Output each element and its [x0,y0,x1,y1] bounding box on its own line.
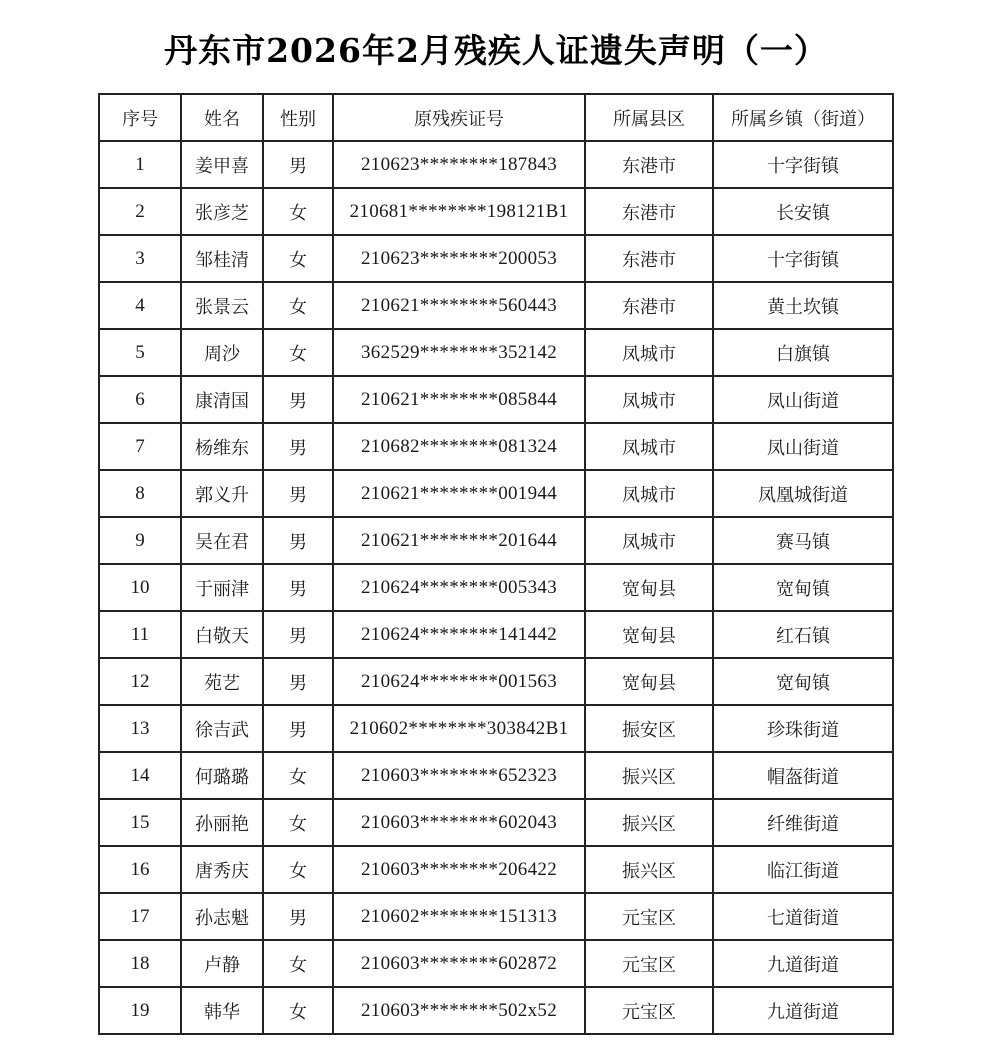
cell-seq: 11 [99,611,181,658]
cell-name: 康清国 [181,376,263,423]
cell-gender: 男 [263,893,333,940]
cell-seq: 5 [99,329,181,376]
cell-county: 凤城市 [585,470,713,517]
cell-gender: 男 [263,423,333,470]
cell-seq: 6 [99,376,181,423]
cell-name: 苑艺 [181,658,263,705]
cell-town: 宽甸镇 [713,658,893,705]
table-row [99,141,893,188]
table-body [99,141,893,1034]
cell-county: 凤城市 [585,376,713,423]
header-certificate-number: 原残疾证号 [333,94,585,141]
cell-county: 元宝区 [585,893,713,940]
cell-certificate-number: 210621********201644 [333,517,585,564]
cell-name: 白敬天 [181,611,263,658]
cell-certificate-number: 210603********602872 [333,940,585,987]
cell-town: 白旗镇 [713,329,893,376]
cell-name: 于丽津 [181,564,263,611]
cell-seq: 3 [99,235,181,282]
cell-certificate-number: 210621********001944 [333,470,585,517]
cell-county: 凤城市 [585,423,713,470]
cell-certificate-number: 210623********187843 [333,141,585,188]
cell-seq: 2 [99,188,181,235]
cell-certificate-number: 362529********352142 [333,329,585,376]
cell-town: 红石镇 [713,611,893,658]
cell-name: 邹桂清 [181,235,263,282]
cell-seq: 1 [99,141,181,188]
cell-town: 七道街道 [713,893,893,940]
table-row [99,705,893,752]
cell-seq: 7 [99,423,181,470]
cell-county: 振兴区 [585,752,713,799]
cell-county: 东港市 [585,235,713,282]
lost-certificate-table [98,93,894,1035]
cell-town: 帽盔街道 [713,752,893,799]
table-row [99,893,893,940]
cell-gender: 男 [263,705,333,752]
cell-county: 东港市 [585,141,713,188]
cell-seq: 18 [99,940,181,987]
cell-certificate-number: 210602********303842B1 [333,705,585,752]
cell-seq: 12 [99,658,181,705]
cell-gender: 男 [263,658,333,705]
cell-town: 凤山街道 [713,376,893,423]
table-row [99,611,893,658]
cell-gender: 女 [263,940,333,987]
cell-certificate-number: 210603********206422 [333,846,585,893]
cell-town: 纤维街道 [713,799,893,846]
cell-town: 凤凰城街道 [713,470,893,517]
cell-gender: 男 [263,564,333,611]
header-gender: 性别 [263,94,333,141]
table-row [99,517,893,564]
table-row [99,376,893,423]
table-row [99,329,893,376]
table-header-row [99,94,893,141]
cell-name: 郭义升 [181,470,263,517]
cell-town: 长安镇 [713,188,893,235]
cell-county: 宽甸县 [585,611,713,658]
cell-certificate-number: 210621********085844 [333,376,585,423]
cell-seq: 4 [99,282,181,329]
cell-county: 振兴区 [585,846,713,893]
cell-town: 珍珠街道 [713,705,893,752]
cell-name: 张景云 [181,282,263,329]
cell-county: 凤城市 [585,517,713,564]
cell-gender: 女 [263,188,333,235]
cell-seq: 13 [99,705,181,752]
cell-town: 九道街道 [713,940,893,987]
cell-name: 孙志魁 [181,893,263,940]
cell-seq: 17 [99,893,181,940]
cell-gender: 男 [263,141,333,188]
cell-name: 唐秀庆 [181,846,263,893]
cell-name: 卢静 [181,940,263,987]
cell-name: 张彦芝 [181,188,263,235]
cell-seq: 10 [99,564,181,611]
cell-gender: 女 [263,799,333,846]
cell-county: 宽甸县 [585,658,713,705]
table-row [99,188,893,235]
cell-town: 凤山街道 [713,423,893,470]
cell-town: 临江街道 [713,846,893,893]
cell-county: 宽甸县 [585,564,713,611]
cell-certificate-number: 210602********151313 [333,893,585,940]
cell-certificate-number: 210624********141442 [333,611,585,658]
cell-gender: 男 [263,611,333,658]
table-row [99,799,893,846]
table-row [99,235,893,282]
table-row [99,846,893,893]
cell-name: 孙丽艳 [181,799,263,846]
cell-county: 振兴区 [585,799,713,846]
cell-seq: 16 [99,846,181,893]
cell-county: 东港市 [585,188,713,235]
cell-gender: 男 [263,517,333,564]
header-county: 所属县区 [585,94,713,141]
cell-gender: 女 [263,987,333,1034]
cell-gender: 男 [263,376,333,423]
cell-certificate-number: 210603********502x52 [333,987,585,1034]
cell-town: 赛马镇 [713,517,893,564]
table-row [99,470,893,517]
cell-certificate-number: 210603********652323 [333,752,585,799]
cell-gender: 女 [263,752,333,799]
table-row [99,987,893,1034]
cell-name: 徐吉武 [181,705,263,752]
cell-name: 何璐璐 [181,752,263,799]
cell-town: 黄土坎镇 [713,282,893,329]
cell-seq: 19 [99,987,181,1034]
table-row [99,752,893,799]
cell-town: 宽甸镇 [713,564,893,611]
cell-certificate-number: 210624********005343 [333,564,585,611]
table-row [99,564,893,611]
cell-gender: 男 [263,470,333,517]
cell-county: 振安区 [585,705,713,752]
cell-seq: 14 [99,752,181,799]
cell-seq: 9 [99,517,181,564]
cell-certificate-number: 210682********081324 [333,423,585,470]
cell-gender: 女 [263,846,333,893]
table-row [99,940,893,987]
cell-county: 凤城市 [585,329,713,376]
header-name: 姓名 [181,94,263,141]
table-row [99,423,893,470]
cell-county: 元宝区 [585,987,713,1034]
cell-certificate-number: 210681********198121B1 [333,188,585,235]
cell-name: 姜甲喜 [181,141,263,188]
cell-county: 元宝区 [585,940,713,987]
cell-certificate-number: 210603********602043 [333,799,585,846]
cell-name: 周沙 [181,329,263,376]
header-seq: 序号 [99,94,181,141]
cell-name: 韩华 [181,987,263,1034]
cell-seq: 15 [99,799,181,846]
cell-name: 杨维东 [181,423,263,470]
cell-county: 东港市 [585,282,713,329]
table-row [99,658,893,705]
cell-gender: 女 [263,282,333,329]
cell-seq: 8 [99,470,181,517]
cell-town: 十字街镇 [713,141,893,188]
cell-certificate-number: 210621********560443 [333,282,585,329]
cell-name: 吴在君 [181,517,263,564]
cell-town: 九道街道 [713,987,893,1034]
cell-gender: 女 [263,235,333,282]
table-row [99,282,893,329]
document-title: 丹东市2026年2月残疾人证遗失声明（一） [164,31,828,70]
header-town: 所属乡镇（街道） [713,94,893,141]
cell-town: 十字街镇 [713,235,893,282]
cell-certificate-number: 210623********200053 [333,235,585,282]
cell-gender: 女 [263,329,333,376]
cell-certificate-number: 210624********001563 [333,658,585,705]
